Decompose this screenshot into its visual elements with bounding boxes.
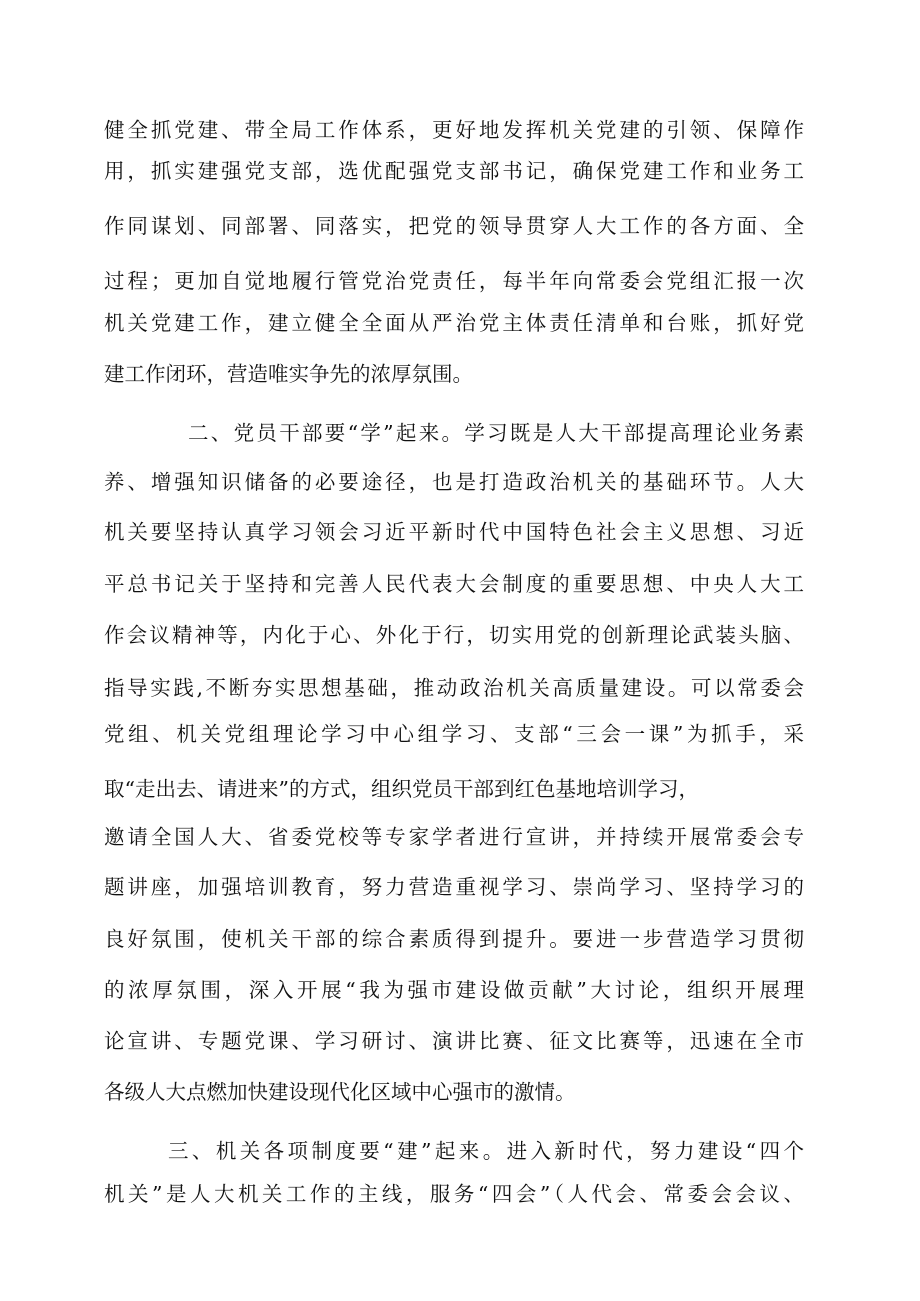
paragraph-line: 良好氛围，使机关干部的综合素质得到提升。要进一步营造学习贯彻: [104, 927, 804, 951]
paragraph-line: 题讲座，加强培训教育，努力营造重视学习、崇尚学习、坚持学习的: [104, 875, 804, 899]
paragraph-line: 建工作闭环，营造唯实争先的浓厚氛围。: [104, 362, 473, 386]
paragraph-line: 机关党建工作，建立健全全面从严治党主体责任清单和台账，抓好党: [104, 311, 804, 335]
paragraph-line: 用，抓实建强党支部，选优配强党支部书记，确保党建工作和业务工: [104, 159, 804, 183]
paragraph-line: 邀请全国人大、省委党校等专家学者进行宣讲，并持续开展常委会专: [104, 825, 804, 849]
paragraph-line: 论宣讲、专题党课、学习研讨、演讲比赛、征文比赛等，迅速在全市: [104, 1029, 804, 1053]
paragraph-line: 三、机关各项制度要“建”起来。进入新时代，努力建设“四个: [168, 1139, 804, 1163]
paragraph-line: 党组、机关党组理论学习中心组学习、支部“三会一课”为抓手，采: [104, 722, 804, 746]
paragraph-line: 指导实践,不断夯实思想基础，推动政治机关高质量建设。可以常委会: [104, 676, 804, 700]
paragraph-line: 各级人大点燃加快建设现代化区域中心强市的激情。: [104, 1080, 576, 1104]
paragraph-line: 二、党员干部要“学”起来。学习既是人大干部提高理论业务素: [188, 421, 804, 445]
paragraph-line: 过程；更加自觉地履行管党治党责任，每半年向常委会党组汇报一次: [104, 269, 804, 293]
paragraph-line: 取“走出去、请进来”的方式，组织党员干部到红色基地培训学习，: [104, 777, 699, 801]
paragraph-line: 作会议精神等，内化于心、外化于行，切实用党的创新理论武装头脑、: [104, 623, 804, 647]
paragraph-line: 养、增强知识储备的必要途径，也是打造政治机关的基础环节。人大: [104, 470, 804, 494]
paragraph-line: 的浓厚氛围，深入开展“我为强市建设做贡献”大讨论，组织开展理: [104, 978, 804, 1002]
paragraph-line: 机关要坚持认真学习领会习近平新时代中国特色社会主义思想、习近: [104, 520, 804, 544]
paragraph-line: 平总书记关于坚持和完善人民代表大会制度的重要思想、中央人大工: [104, 572, 804, 596]
paragraph-line: 机关”是人大机关工作的主线，服务“四会”（人代会、常委会会议、: [104, 1182, 804, 1206]
paragraph-line: 作同谋划、同部署、同落实，把党的领导贯穿人大工作的各方面、全: [104, 214, 804, 238]
paragraph-line: 健全抓党建、带全局工作体系，更好地发挥机关党建的引领、保障作: [104, 118, 804, 142]
